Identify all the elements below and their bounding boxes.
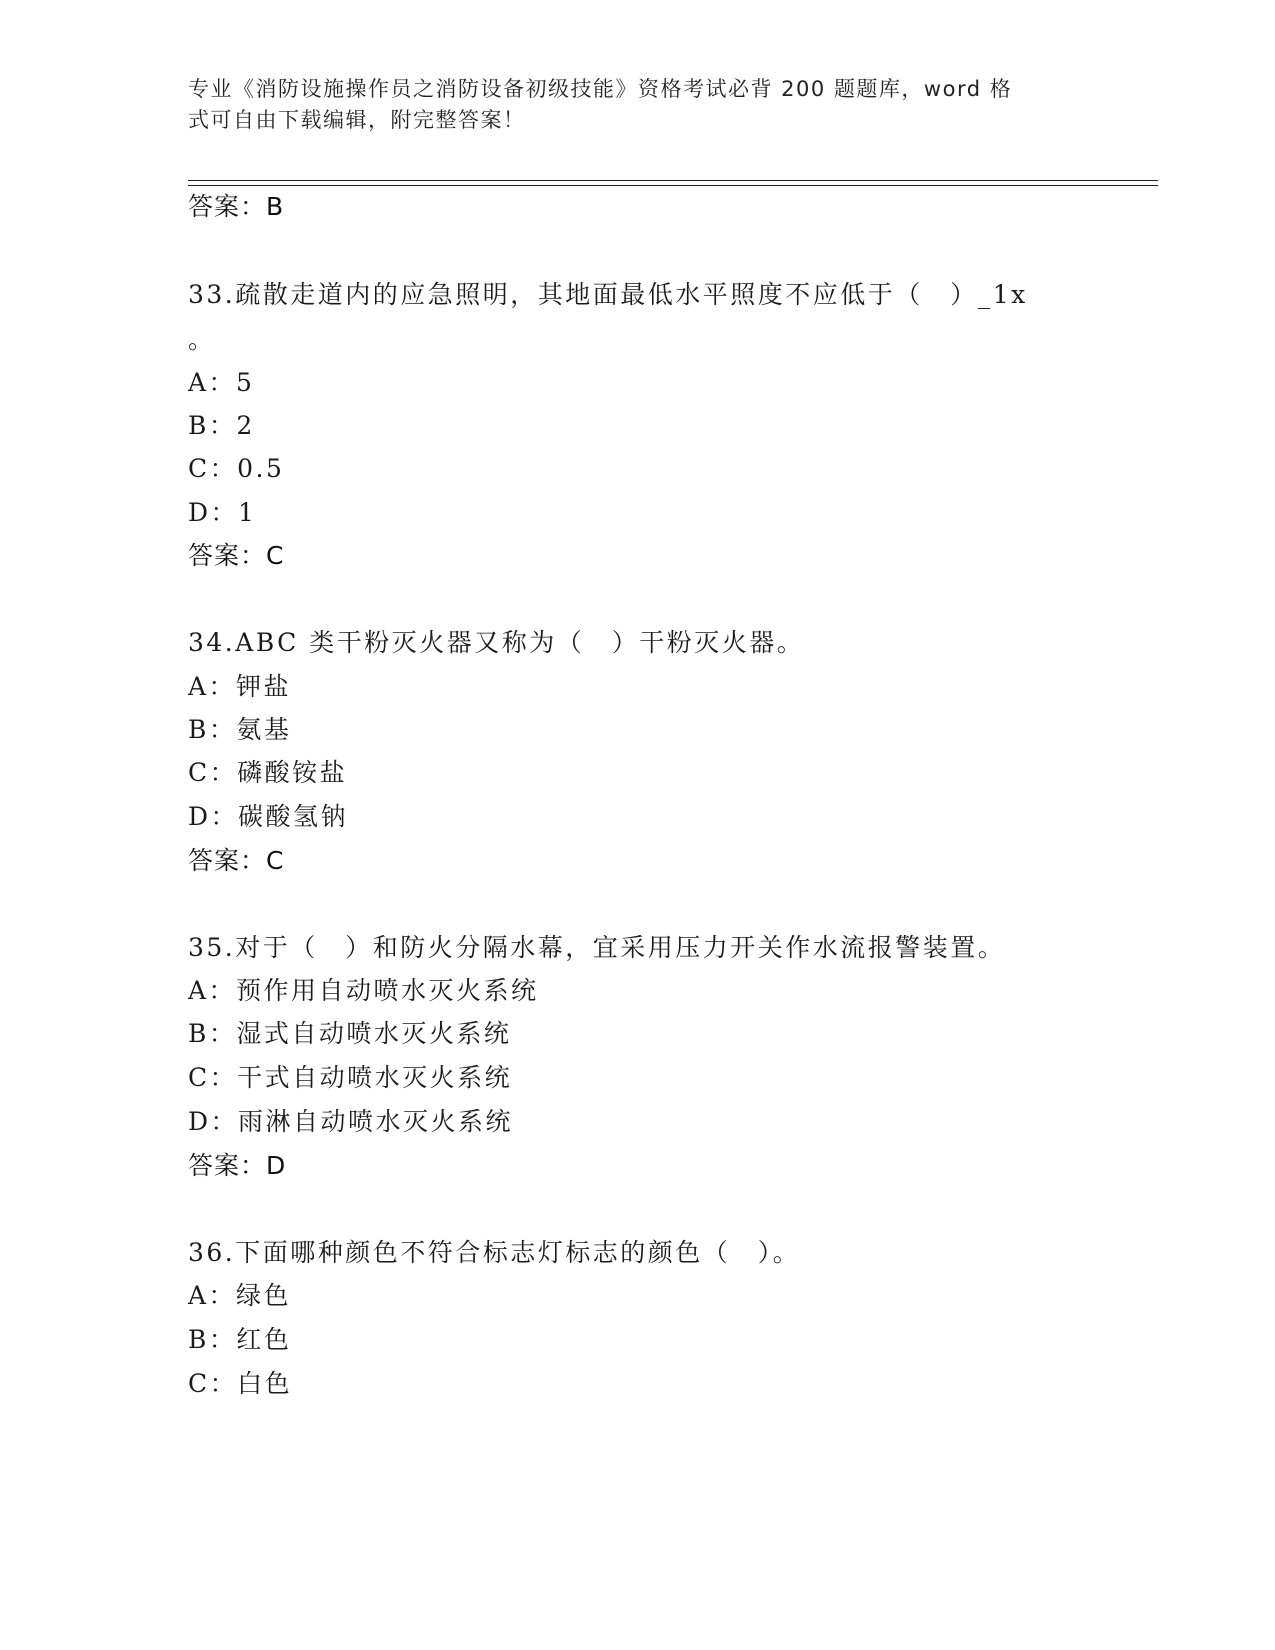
question-35-option-d: D：雨淋自动喷水灭火系统 xyxy=(188,1107,514,1136)
question-35-answer: 答案：D xyxy=(188,1151,287,1180)
document-header xyxy=(188,74,1088,136)
question-34-option-b: B：氨基 xyxy=(188,715,292,744)
header-divider-bottom xyxy=(188,185,1158,186)
header-divider-top xyxy=(188,180,1158,181)
question-33-option-b: B：2 xyxy=(188,411,255,440)
previous-answer: 答案：B xyxy=(188,192,285,221)
question-35-option-a: A：预作用自动喷水灭火系统 xyxy=(188,976,539,1005)
question-35-stem: 35.对于（ ）和防火分隔水幕，宜采用压力开关作水流报警装置。 xyxy=(188,933,1006,962)
question-35-option-c: C：干式自动喷水灭火系统 xyxy=(188,1063,513,1092)
question-33-option-d: D：1 xyxy=(188,498,257,527)
question-33-stem-continued: 。 xyxy=(188,325,214,354)
question-36-stem: 36.下面哪种颜色不符合标志灯标志的颜色（ ）。 xyxy=(188,1238,801,1267)
question-35-option-b: B：湿式自动喷水灭火系统 xyxy=(188,1019,512,1048)
header-line-1: 专业《消防设施操作员之消防设备初级技能》资格考试必背 200 题题库，word 格 xyxy=(188,77,1013,101)
question-36-option-a: A：绿色 xyxy=(188,1281,292,1310)
question-34-option-d: D：碳酸氢钠 xyxy=(188,802,349,831)
question-33-option-c: C：0.5 xyxy=(188,454,285,483)
question-33-answer: 答案：C xyxy=(188,541,285,570)
question-33-stem: 33.疏散走道内的应急照明，其地面最低水平照度不应低于（ ）_1x xyxy=(188,280,1028,309)
question-34-option-c: C：磷酸铵盐 xyxy=(188,758,348,787)
question-34-answer: 答案：C xyxy=(188,846,285,875)
question-36-option-b: B：红色 xyxy=(188,1325,292,1354)
question-34-option-a: A：钾盐 xyxy=(188,672,292,701)
question-33-option-a: A：5 xyxy=(188,368,255,397)
question-34-stem: 34.ABC 类干粉灭火器又称为（ ）干粉灭火器。 xyxy=(188,628,805,657)
header-line-2: 式可自由下载编辑，附完整答案！ xyxy=(188,108,526,132)
question-36-option-c: C：白色 xyxy=(188,1369,293,1398)
